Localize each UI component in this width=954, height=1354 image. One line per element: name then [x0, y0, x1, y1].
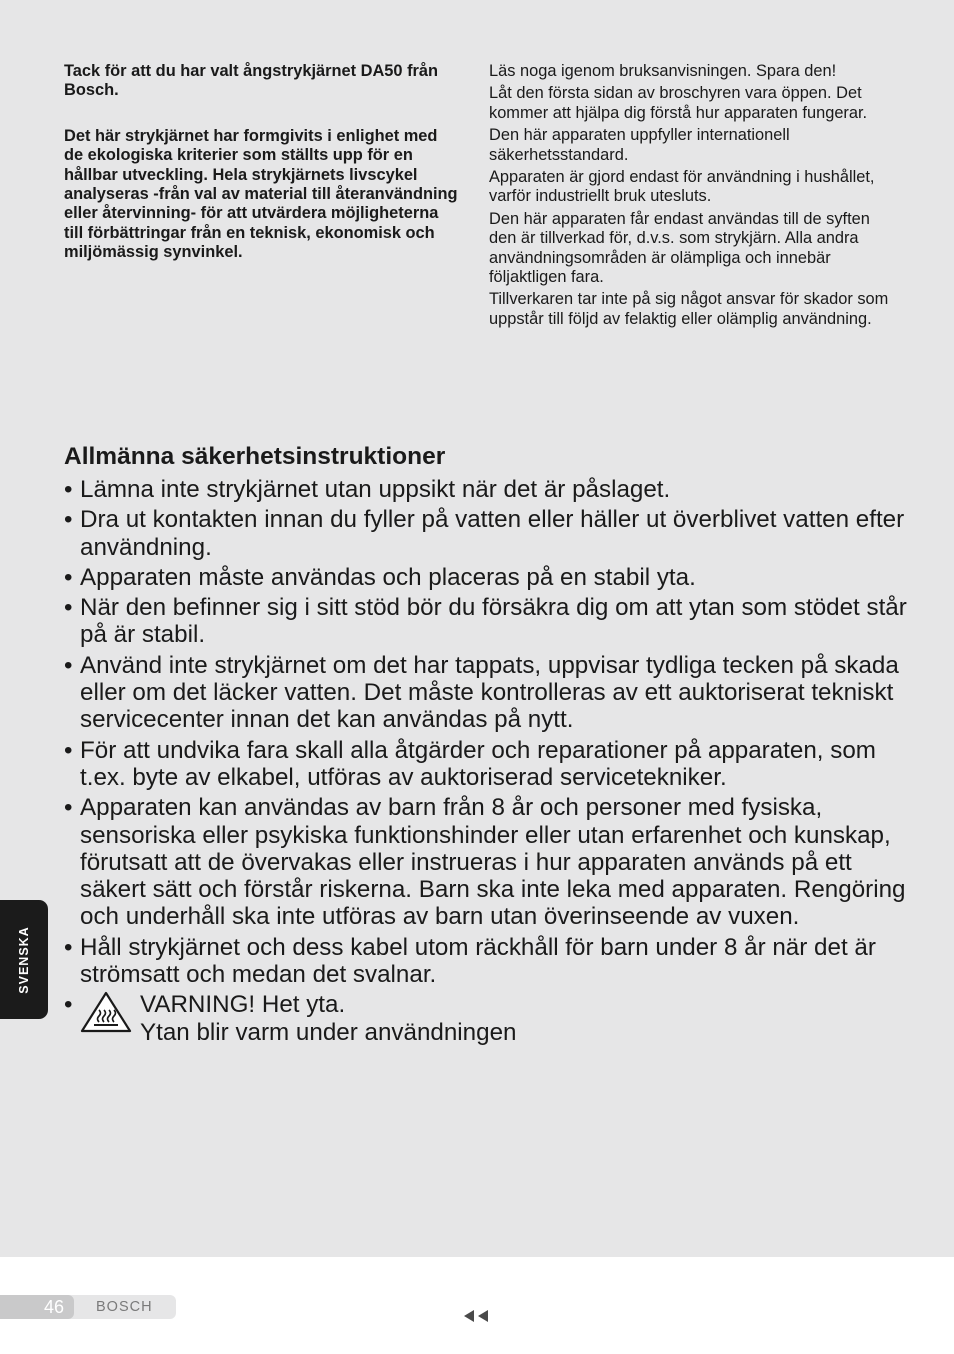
- bullet: •: [64, 476, 73, 503]
- brand-label: BOSCH: [96, 1299, 153, 1315]
- safety-item: [64, 934, 924, 989]
- safety-item-text: Apparaten måste användas och placeras på en stabil yta.: [80, 563, 696, 591]
- bullet: •: [64, 933, 73, 961]
- bullet: •: [64, 736, 73, 764]
- intro-paragraph: Den här apparaten uppfyller internationell säkerhetsstandard.: [489, 126, 790, 164]
- warning-title: VARNING! Het yta.: [140, 991, 346, 1019]
- warning-row: [80, 991, 924, 1046]
- safety-item: [64, 564, 924, 591]
- safety-item-text: För att undvika fara skall alla åtgärder och reparationer på apparaten, som t.ex. byte av elkabel, utföras av auktoriserad servicetekniker.: [80, 736, 876, 791]
- safety-title: Allmänna säkerhetsinstruktioner: [64, 443, 446, 470]
- page-number: 46: [43, 1297, 64, 1317]
- safety-item-text: När den befinner sig i sitt stöd bör du försäkra dig om att ytan som stödet står på är stabil.: [80, 594, 907, 649]
- safety-item: [64, 652, 924, 734]
- intro-paragraph: Tillverkaren tar inte på sig något ansvar för skador som uppstår till följd av felaktig eller olämplig användning.: [489, 290, 889, 328]
- safety-item-text: Apparaten kan användas av barn från 8 år och personer med fysiska, sensoriska eller psykiska funktionshinder eller utan erfarenhet och kunskap, förutsatt att de övervakas eller instrueras i hur apparaten används på ett säkert sätt och förstår riskerna. Barn ska inte leka med apparaten. Rengöring och underhåll ska inte utföras av barn utan överinseende av vuxen.: [80, 794, 906, 931]
- language-label: SVENSKA: [17, 926, 31, 994]
- page-number-badge: [0, 1295, 74, 1319]
- safety-warning-item: [64, 991, 924, 1046]
- safety-item: [64, 506, 924, 561]
- bullet: •: [64, 991, 73, 1019]
- warning-description: Ytan blir varm under användningen: [140, 1018, 517, 1046]
- bullet: •: [64, 506, 73, 534]
- hot-surface-icon: [80, 991, 132, 1033]
- intro-thanks: Tack för att du har valt ångstrykjärnet DA50 från Bosch.: [64, 62, 439, 100]
- safety-item: [64, 794, 924, 930]
- intro-left-column: [64, 62, 459, 289]
- bullet: •: [64, 794, 73, 822]
- warning-text: [140, 991, 517, 1046]
- intro-paragraph: Den här apparaten får endast användas till de syften den är tillverkad för, d.v.s. som strykjärn. Alla andra användningsområden är olämpliga och innebär följaktligen fara.: [489, 209, 870, 287]
- intro-paragraph: Låt den första sidan av broschyren vara öppen. Det kommer att hjälpa dig förstå hur apparaten fungerar.: [489, 84, 868, 122]
- safety-item: [64, 737, 924, 792]
- safety-list: [64, 476, 924, 1049]
- intro-paragraph: Läs noga igenom bruksanvisningen. Spara den!: [489, 62, 837, 80]
- bullet: •: [64, 594, 73, 622]
- safety-item: [64, 594, 924, 649]
- bullet: •: [64, 651, 73, 679]
- language-side-tab: [0, 900, 48, 1019]
- intro-right-column: [489, 62, 899, 332]
- page-footer: [0, 1295, 176, 1319]
- back-arrows-icon[interactable]: [462, 1308, 490, 1324]
- safety-item: [64, 476, 924, 503]
- intro-ecology: Det här strykjärnet har formgivits i enlighet med de ekologiska kriterier som ställts upp för en hållbar utveckling. Hela strykjärnets livscykel analyseras -från val av material till återanvändning eller återvinning- för att utvärdera möjligheterna till förbättringar från en teknisk, ekonomisk och miljömässig synvinkel.: [64, 126, 458, 262]
- safety-item-text: Dra ut kontakten innan du fyller på vatten eller häller ut överblivet vatten efter användning.: [80, 506, 905, 561]
- bullet: •: [64, 563, 73, 591]
- safety-item-text: Använd inte strykjärnet om det har tappats, uppvisar tydliga tecken på skada eller om det läcker vatten. Det måste kontrolleras av ett auktoriserat tekniskt servicecenter innan det kan användas på nytt.: [80, 651, 899, 734]
- intro-paragraph: Apparaten är gjord endast för användning i hushållet, varför industriellt bruk utesluts.: [489, 168, 875, 206]
- safety-item-text: Håll strykjärnet och dess kabel utom räckhåll för barn under 8 år när det är strömsatt och medan det svalnar.: [80, 933, 876, 989]
- safety-item-text: Lämna inte strykjärnet utan uppsikt när det är påslaget.: [80, 476, 671, 503]
